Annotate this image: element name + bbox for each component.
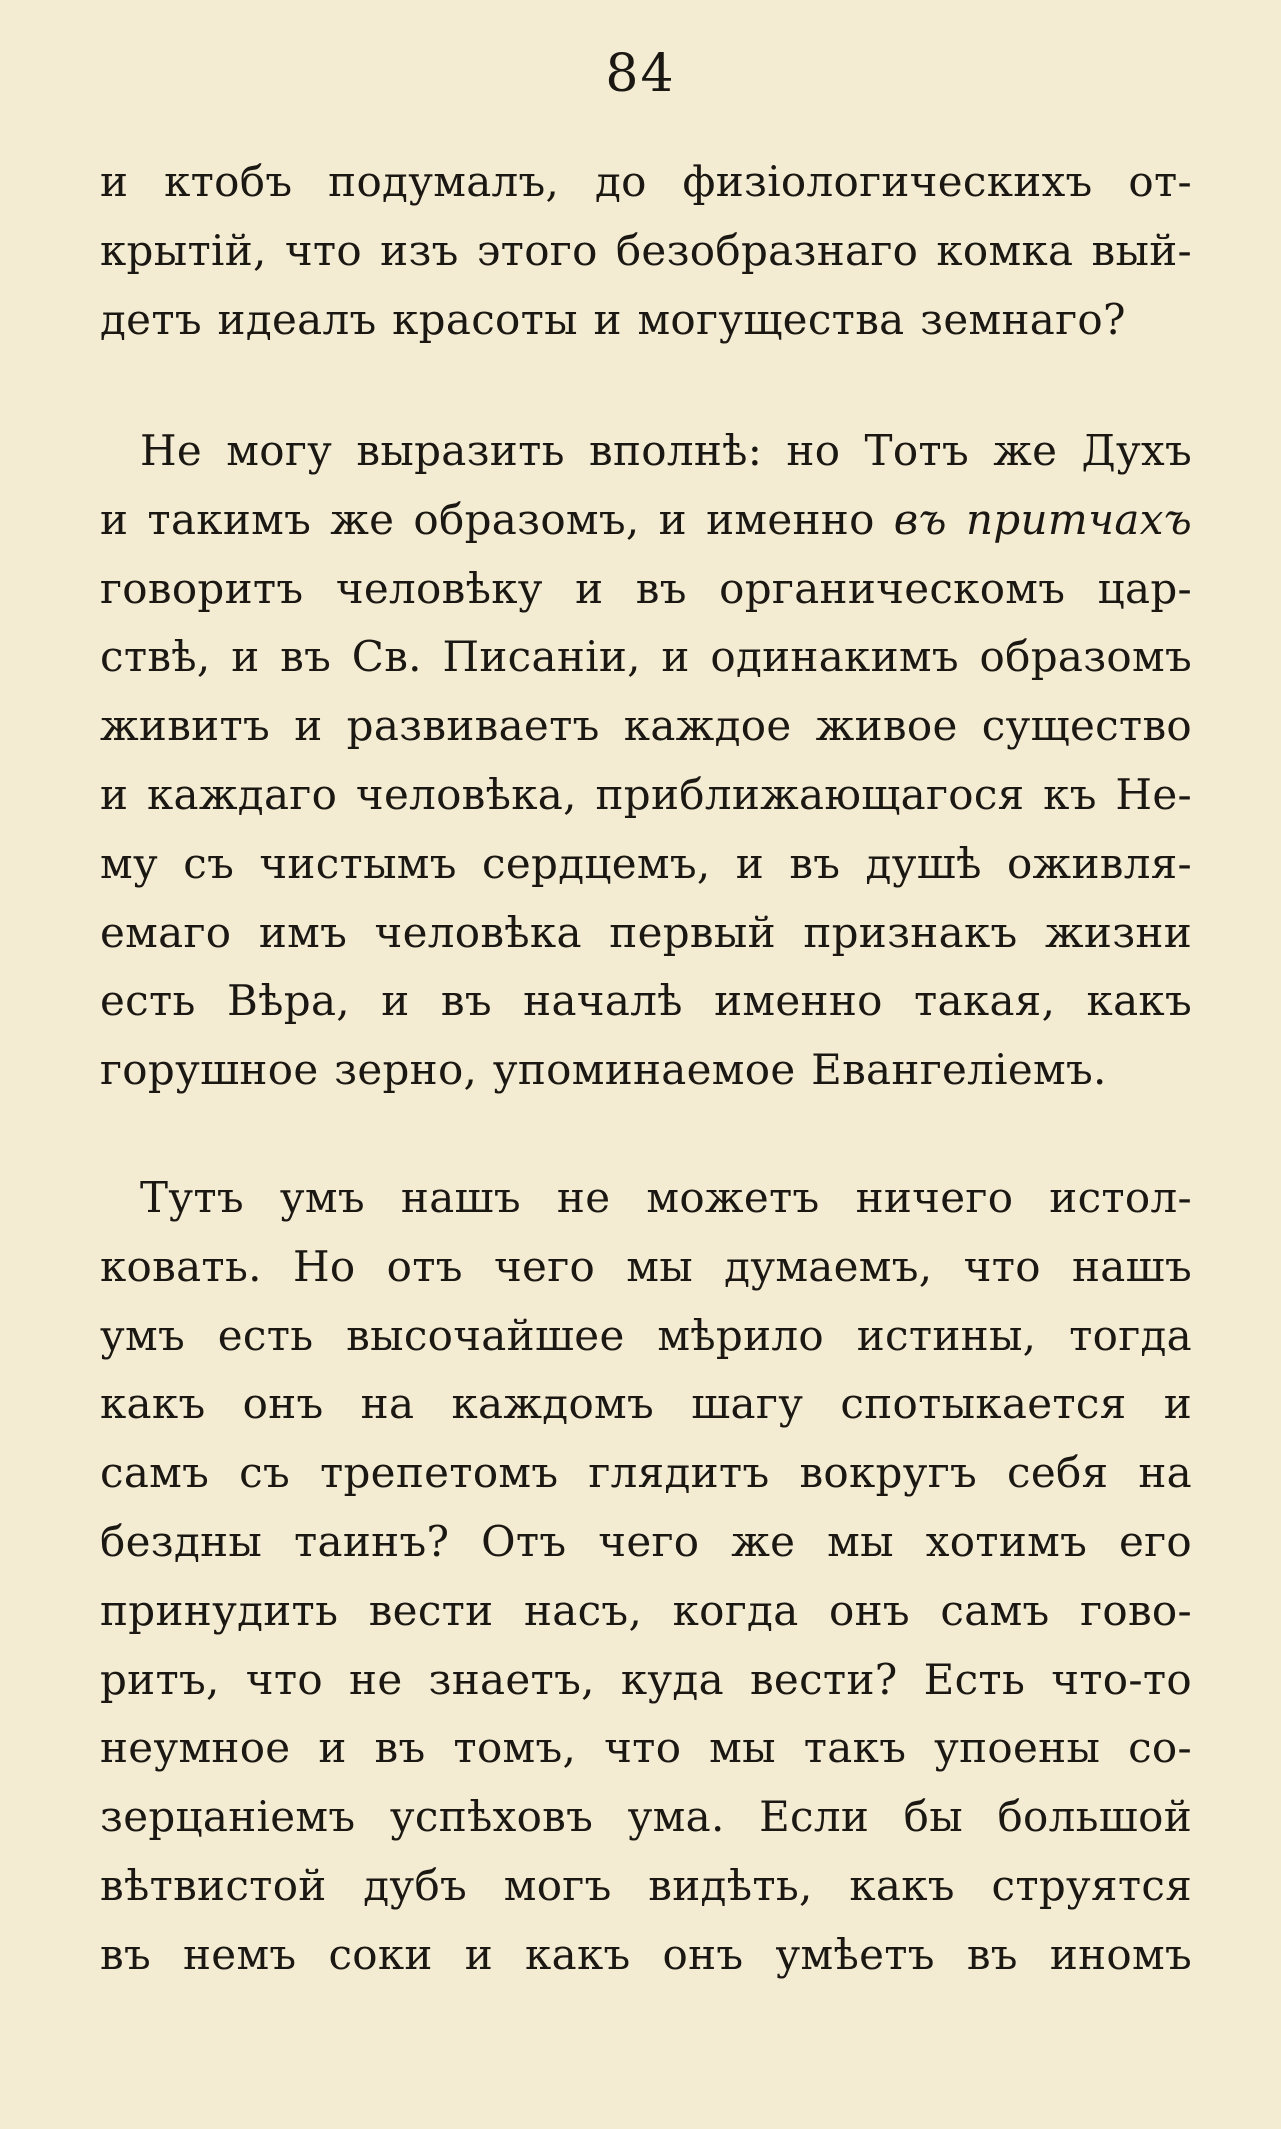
text-line: емаго имъ человѣка первый признакъ жизни bbox=[100, 907, 1192, 957]
text-line: и каждаго человѣка, приближающагося къ Не- bbox=[100, 769, 1192, 819]
text-line: ритъ, что не знаетъ, куда вести? Есть что-то bbox=[100, 1654, 1192, 1704]
text-line: крытiй, что изъ этого безобразнаго комка вый- bbox=[100, 225, 1192, 275]
text-line: самъ съ трепетомъ глядитъ вокругъ себя на bbox=[100, 1448, 1192, 1498]
text-fragment: и такимъ же образомъ, и именно bbox=[100, 494, 875, 544]
text-line: детъ идеалъ красоты и могущества земнаго? bbox=[100, 294, 1126, 344]
text-line: принудить вести насъ, когда онъ самъ гово- bbox=[100, 1585, 1192, 1635]
text-line: есть Вѣра, и въ началѣ именно такая, какъ bbox=[100, 976, 1192, 1026]
text-line: горушное зерно, упоминаемое Евангелiемъ. bbox=[100, 1045, 1107, 1095]
paragraph-1 bbox=[100, 148, 1192, 354]
text-line: въ немъ соки и какъ онъ умѣетъ въ иномъ bbox=[100, 1929, 1192, 1979]
text-line: какъ онъ на каждомъ шагу спотыкается и bbox=[100, 1379, 1192, 1429]
paragraph-2 bbox=[100, 417, 1192, 1105]
text-line: говоритъ человѣку и въ органическомъ цар- bbox=[100, 563, 1192, 613]
page-number: 84 bbox=[605, 44, 676, 104]
text-line: бездны таинъ? Отъ чего же мы хотимъ его bbox=[100, 1516, 1192, 1566]
text-line: неумное и въ томъ, что мы такъ упоены со- bbox=[100, 1723, 1192, 1773]
text-line: вѣтвистой дубъ могъ видѣть, какъ струятся bbox=[100, 1860, 1192, 1910]
text-line: Тутъ умъ нашъ не можетъ ничего истол- bbox=[140, 1173, 1192, 1222]
text-line: Не могу выразить вполнѣ: но Тотъ же Духъ bbox=[140, 426, 1192, 475]
text-line: и ктобъ подумалъ, до физiологическихъ от- bbox=[100, 157, 1192, 206]
italic-phrase: въ притчахъ bbox=[893, 494, 1193, 544]
paragraph-3 bbox=[100, 1164, 1192, 1990]
text-line: умъ есть высочайшее мѣрило истины, тогда bbox=[100, 1310, 1192, 1360]
text-line-with-italic bbox=[100, 486, 1192, 555]
text-line: ковать. Но отъ чего мы думаемъ, что нашъ bbox=[100, 1241, 1192, 1291]
text-line: зерцанiемъ успѣховъ ума. Если бы большой bbox=[100, 1792, 1192, 1842]
text-line: ствѣ, и въ Св. Писанiи, и одинакимъ образомъ bbox=[100, 632, 1192, 682]
text-line: живитъ и развиваетъ каждое живое существо bbox=[100, 701, 1192, 751]
text-line: му съ чистымъ сердцемъ, и въ душѣ оживля- bbox=[100, 838, 1192, 888]
